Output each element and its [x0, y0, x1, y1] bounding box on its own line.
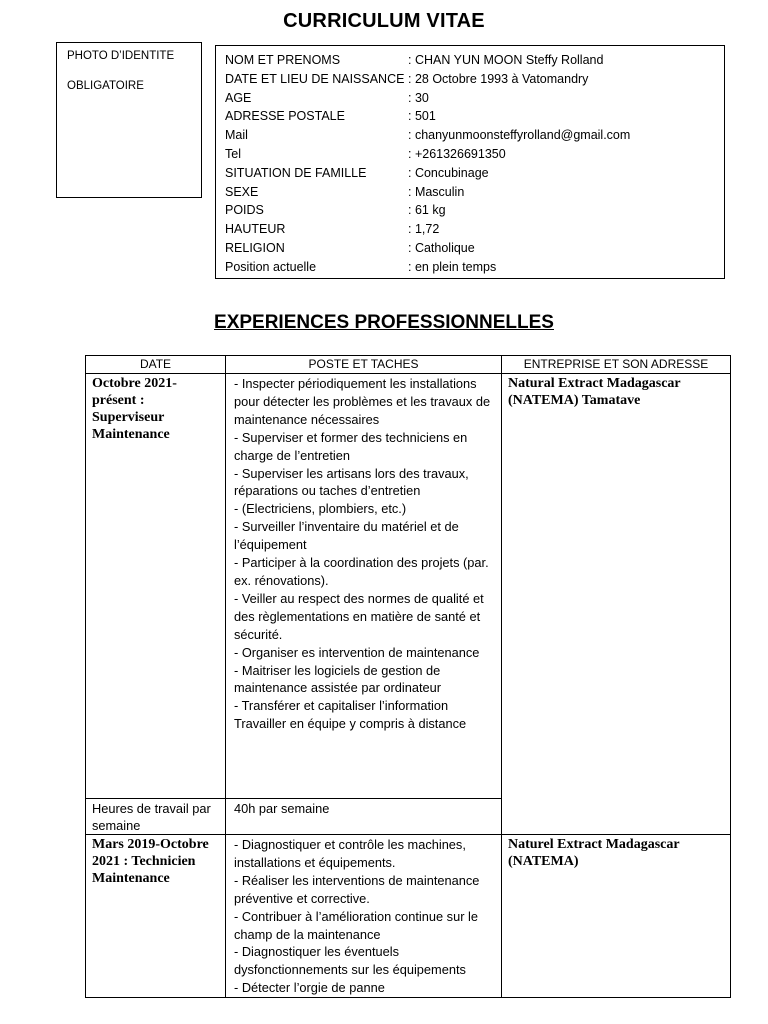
info-value: : CHAN YUN MOON Steffy Rolland [408, 53, 604, 67]
task-item: - Superviser et former des techniciens en charge de l’entretien [234, 429, 468, 463]
info-label: SEXE [225, 184, 259, 199]
info-label: Tel [225, 146, 241, 161]
info-row [225, 220, 724, 239]
info-row [225, 107, 724, 126]
info-label: Position actuelle [225, 259, 317, 274]
info-label: AGE [225, 90, 252, 105]
personal-info-box [215, 45, 725, 279]
info-row [225, 70, 724, 89]
task-item: - Diagnostiquer les éventuels dysfonctionnements sur les équipements [234, 944, 466, 978]
info-row [225, 126, 724, 145]
experience-tasks [226, 835, 502, 998]
task-item: - Transférer et capitaliser l’information Travailler en équipe y compris à distance [234, 698, 467, 732]
experience-tasks [226, 374, 502, 799]
hours-label: Heures de travail par semaine [86, 799, 226, 835]
task-item: - Diagnostiquer et contrôle les machines, installations et équipements. [234, 837, 466, 870]
task-item: - Inspecter périodiquement les installations pour détecter les problèmes et les travaux de maintenance nécessaires [234, 376, 491, 427]
info-row [225, 201, 724, 220]
experiences-heading-text: EXPERIENCES PROFESSIONNELLES [214, 312, 554, 333]
info-value: : 1,72 [408, 222, 440, 237]
task-item: - Détecter l’orgie de panne [234, 980, 385, 996]
photo-label: PHOTO D’IDENTITE [67, 50, 175, 62]
table-header-row [86, 356, 731, 374]
info-label: RELIGION [225, 240, 285, 255]
experience-company: Naturel Extract Madagascar (NATEMA) [502, 835, 731, 998]
info-value: : 501 [408, 109, 436, 124]
task-item: - Contribuer à l’amélioration continue sur le champ de la maintenance [234, 908, 478, 942]
task-item: - Veiller au respect des normes de qualité et des règlementations en matière de santé et sécurité. [234, 590, 484, 642]
task-item: - Participer à la coordination des projets (par. ex. rénovations). [234, 555, 489, 588]
task-item: - Maitriser les logiciels de gestion de maintenance assistée par ordinateur [234, 662, 442, 696]
info-label: Mail [225, 128, 248, 143]
info-value: : chanyunmoonsteffyrolland@gmail.com [408, 128, 631, 143]
table-row [86, 374, 731, 799]
task-item: - Surveiller l’inventaire du matériel et de l’équipement [234, 519, 459, 553]
task-item: - Organiser es intervention de maintenance [234, 644, 480, 660]
info-label: DATE ET LIEU DE NAISSANCE [225, 71, 405, 86]
experience-date: Octobre 2021-présent : Superviseur Maintenance [86, 374, 226, 799]
info-value: : Catholique [408, 240, 475, 255]
info-value: : Masculin [408, 184, 465, 199]
task-item: - Réaliser les interventions de maintenance préventive et corrective. [234, 872, 480, 906]
document-title: CURRICULUM VITAE [283, 10, 485, 32]
info-row [225, 164, 724, 183]
info-label: POIDS [225, 203, 264, 218]
header-position: POSTE ET TACHES [226, 356, 502, 374]
info-label: NOM ET PRENOMS [225, 53, 341, 67]
info-value: : Concubinage [408, 165, 489, 180]
hours-value: 40h par semaine [226, 799, 502, 835]
info-label: HAUTEUR [225, 222, 286, 237]
experience-date: Mars 2019-Octobre 2021 : Technicien Maintenance [86, 835, 226, 998]
info-label: SITUATION DE FAMILLE [225, 165, 367, 180]
task-item: - (Electriciens, plombiers, etc.) [234, 501, 407, 517]
experience-company: Natural Extract Madagascar (NATEMA) Tamatave [502, 374, 731, 835]
info-value: : 61 kg [408, 203, 446, 218]
info-value: : 28 Octobre 1993 à Vatomandry [408, 71, 589, 86]
info-row [225, 51, 724, 70]
header-company: ENTREPRISE ET SON ADRESSE [502, 356, 731, 374]
header-date: DATE [86, 356, 226, 374]
info-value: : +261326691350 [408, 146, 506, 161]
info-row [225, 89, 724, 108]
info-row [225, 145, 724, 164]
experience-table [85, 355, 731, 998]
info-row [225, 239, 724, 258]
table-row [86, 835, 731, 998]
info-value: : en plein temps [408, 259, 497, 274]
info-label: ADRESSE POSTALE [225, 109, 345, 124]
experiences-heading [0, 312, 768, 334]
task-item: - Superviser les artisans lors des travaux, réparations ou taches d’entretien [234, 465, 469, 499]
info-row [225, 258, 724, 277]
info-row [225, 183, 724, 202]
photo-required-label: OBLIGATOIRE [67, 80, 144, 92]
info-value: : 30 [408, 90, 429, 105]
photo-placeholder [56, 42, 202, 198]
